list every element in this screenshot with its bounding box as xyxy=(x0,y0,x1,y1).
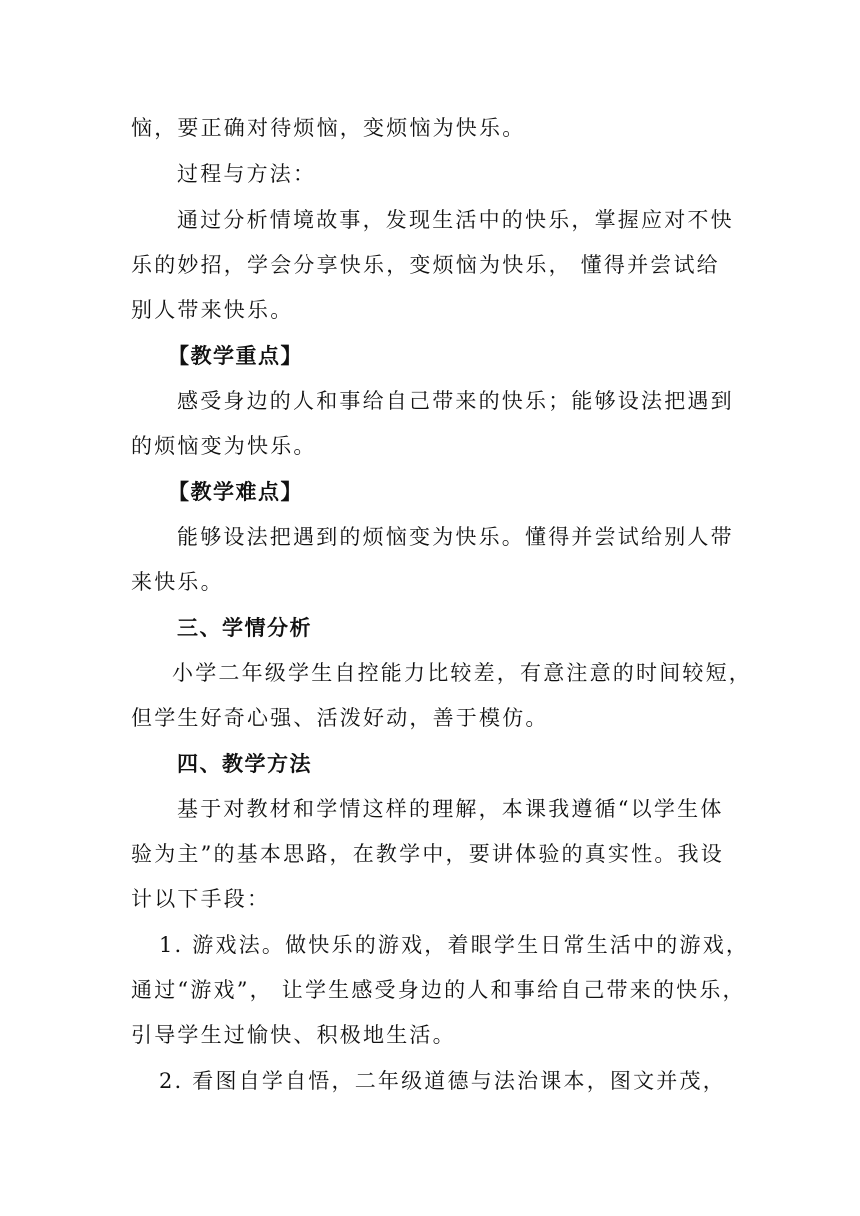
paragraph-line: 引导学生过愉快、积极地生活。 xyxy=(131,1023,456,1047)
paragraph-line: 但学生好奇心强、活泼好动，善于模仿。 xyxy=(131,706,549,730)
paragraph-line: 恼，要正确对待烦恼，变烦恼为快乐。 xyxy=(131,116,526,140)
paragraph-line: 通过“游戏”， 让学生感受身边的人和事给自己带来的快乐， xyxy=(131,978,746,1002)
heading-teaching-focus: 【教学重点】 xyxy=(168,344,303,368)
paragraph-line: 计以下手段： xyxy=(131,887,271,911)
paragraph-line: 通过分析情境故事，发现生活中的快乐，掌握应对不快 xyxy=(177,208,734,232)
paragraph-line: 基于对教材和学情这样的理解，本课我遵循“以学生体 xyxy=(177,797,724,821)
heading-student-analysis: 三、学情分析 xyxy=(177,616,312,640)
paragraph-line: 感受身边的人和事给自己带来的快乐；能够设法把遇到 xyxy=(177,389,734,413)
heading-teaching-difficulty: 【教学难点】 xyxy=(168,480,303,504)
heading-teaching-methods: 四、教学方法 xyxy=(177,752,312,776)
paragraph-line: 验为主”的基本思路，在教学中，要讲体验的真实性。我设 xyxy=(131,842,724,866)
paragraph-line: 来快乐。 xyxy=(131,570,224,594)
paragraph-line: 的烦恼变为快乐。 xyxy=(131,434,317,458)
subheading-process-method: 过程与方法： xyxy=(177,162,317,186)
paragraph-line: 能够设法把遇到的烦恼变为快乐。懂得并尝试给别人带 xyxy=(177,525,734,549)
paragraph-line: 别人带来快乐。 xyxy=(131,298,294,322)
list-item-2: 2. 看图自学自悟，二年级道德与法治课本，图文并茂， xyxy=(159,1069,726,1093)
paragraph-line: 小学二年级学生自控能力比较差，有意注意的时间较短， xyxy=(172,661,752,685)
list-item-1: 1. 游戏法。做快乐的游戏，着眼学生日常生活中的游戏， xyxy=(159,933,750,957)
paragraph-line: 乐的妙招，学会分享快乐，变烦恼为快乐， 懂得并尝试给 xyxy=(131,253,720,277)
